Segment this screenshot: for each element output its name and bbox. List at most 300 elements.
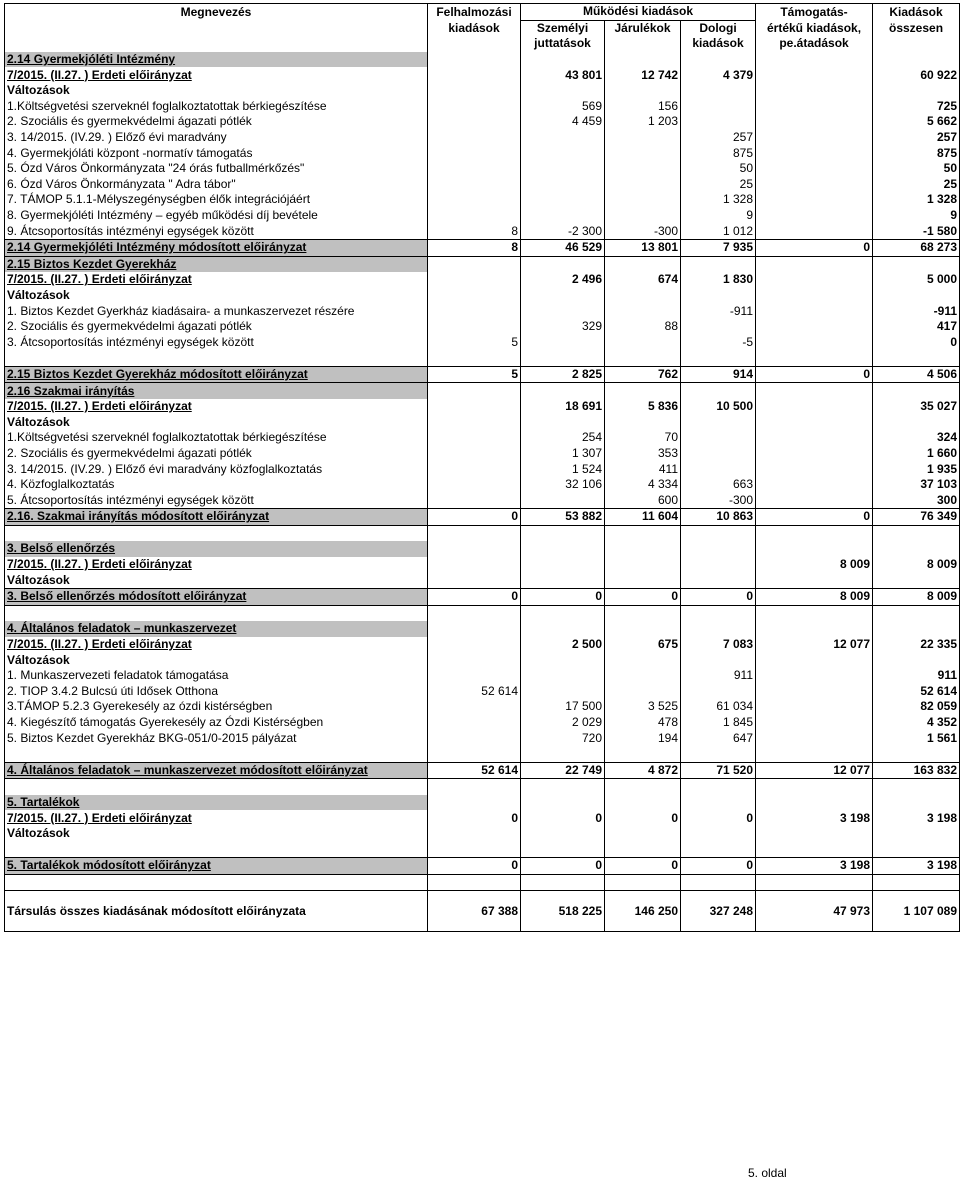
table-row (5, 114, 960, 130)
row-label (5, 208, 428, 224)
section-row (5, 52, 960, 68)
table-row (5, 430, 960, 446)
cell-value: 600 (605, 492, 681, 508)
cell-value: 52 614 (873, 684, 960, 700)
row-label-text: 8. Gyermekjóléti Intézmény – egyéb működési díj bevétele (7, 208, 318, 223)
row-label-text: 7/2015. (II.27. ) Erdeti előirányzat (7, 399, 192, 414)
cell-value: 1 845 (681, 715, 756, 731)
cell-value: 1 935 (873, 461, 960, 477)
header-tamogatas-3: pe.átadások (756, 36, 873, 52)
cell-value: 25 (681, 177, 756, 193)
cell-value: 720 (521, 730, 605, 746)
table-row (5, 730, 960, 746)
row-label-text: 2.15 Biztos Kezdet Gyerekház (7, 256, 177, 271)
row-label-text: 3. 14/2015. (IV.29. ) Előző évi maradvány (7, 130, 227, 145)
row-label (5, 730, 428, 746)
row-label-text: 5. Átcsoportosítás intézményi egységek között (7, 492, 254, 507)
row-label (5, 256, 428, 272)
cell-value (756, 715, 873, 731)
cell-value: 3 525 (605, 699, 681, 715)
row-label-text: 3. Belső ellenőrzés módosított előirányzat (7, 589, 247, 604)
cell-value (756, 621, 873, 637)
cell-value (428, 541, 521, 557)
row-label (5, 492, 428, 508)
cell-value (756, 446, 873, 462)
table-row (5, 130, 960, 146)
row-label-text: Változások (7, 652, 70, 667)
cell-value: 52 614 (428, 762, 521, 779)
cell-value: 254 (521, 430, 605, 446)
table-row (5, 208, 960, 224)
row-label (5, 145, 428, 161)
cell-value (681, 319, 756, 335)
row-label-text: 6. Ózd Város Önkormányzata " Adra tábor" (7, 176, 236, 191)
row-label-text: 4. Gyermekjóláti központ -normatív támogatás (7, 145, 253, 160)
header-szemelyi-2: juttatások (521, 36, 605, 52)
row-label-text: 1. Biztos Kezdet Gyerkház kiadásaira- a munkaszervezet részére (7, 303, 355, 318)
cell-value: 327 248 (681, 891, 756, 932)
table-row (5, 699, 960, 715)
row-label (5, 223, 428, 239)
cell-value: 1 524 (521, 461, 605, 477)
cell-value (605, 208, 681, 224)
cell-value: 0 (605, 588, 681, 605)
cell-value: 647 (681, 730, 756, 746)
cell-value: 257 (681, 130, 756, 146)
cell-value (428, 383, 521, 399)
cell-value: 9 (873, 208, 960, 224)
cell-value: 12 077 (756, 762, 873, 779)
cell-value (605, 130, 681, 146)
cell-value: 1 328 (681, 192, 756, 208)
table-body (5, 52, 960, 932)
cell-value: 52 614 (428, 684, 521, 700)
header-tamogatas: Támogatás- (756, 4, 873, 21)
spacer-row (5, 874, 960, 891)
row-label-text: 7/2015. (II.27. ) Erdeti előirányzat (7, 557, 192, 572)
row-label-text: 2.16. Szakmai irányítás módosított előirányzat (7, 509, 270, 524)
cell-value: -300 (681, 492, 756, 508)
row-label-text: 2. TIOP 3.4.2 Bulcsú úti Idősek Otthona (7, 683, 219, 698)
total-row (5, 366, 960, 383)
cell-value (756, 414, 873, 430)
row-label-text: 1. Munkaszervezeti feladatok támogatása (7, 668, 229, 683)
cell-value (428, 461, 521, 477)
cell-value (605, 621, 681, 637)
total-row (5, 858, 960, 875)
cell-value (521, 192, 605, 208)
cell-value (605, 684, 681, 700)
cell-value: 0 (428, 588, 521, 605)
cell-value: 1 660 (873, 446, 960, 462)
cell-value: 9 (681, 208, 756, 224)
cell-value (756, 288, 873, 304)
cell-value (681, 541, 756, 557)
row-label-text: 5. Biztos Kezdet Gyerekház BKG-051/0-2015 pályázat (7, 730, 297, 745)
row-label-text: 5. Tartalékok (7, 794, 80, 809)
row-label-text: 9. Átcsoportosítás intézményi egységek között (7, 223, 254, 238)
cell-value (428, 572, 521, 588)
table-row (5, 668, 960, 684)
cell-value (756, 52, 873, 68)
cell-value (428, 446, 521, 462)
cell-value (521, 621, 605, 637)
cell-value: 4 872 (605, 762, 681, 779)
cell-value (681, 383, 756, 399)
row-label-text: 2. Szociális és gyermekvédelmi ágazati pótlék (7, 319, 252, 334)
cell-value: 8 009 (756, 557, 873, 573)
cell-value: 3 198 (756, 810, 873, 826)
cell-value (521, 334, 605, 350)
cell-value (605, 668, 681, 684)
cell-value: 663 (681, 477, 756, 493)
cell-value (756, 477, 873, 493)
table-row (5, 461, 960, 477)
cell-value (756, 652, 873, 668)
cell-value (756, 430, 873, 446)
cell-value: 725 (873, 99, 960, 115)
cell-value: 53 882 (521, 509, 605, 526)
cell-value: -911 (873, 303, 960, 319)
cell-value (756, 256, 873, 272)
row-label-text: 2. Szociális és gyermekvédelmi ágazati pótlék (7, 445, 252, 460)
row-label (5, 177, 428, 193)
cell-value: 60 922 (873, 67, 960, 83)
cell-value (605, 83, 681, 99)
cell-value: 76 349 (873, 509, 960, 526)
row-label-text: Változások (7, 572, 70, 587)
cell-value (756, 161, 873, 177)
cell-value: 22 335 (873, 637, 960, 653)
cell-value (428, 145, 521, 161)
cell-value (521, 795, 605, 811)
cell-value: -300 (605, 223, 681, 239)
cell-value (756, 826, 873, 842)
cell-value (428, 319, 521, 335)
cell-value: 674 (605, 272, 681, 288)
cell-value (756, 795, 873, 811)
cell-value: 0 (428, 858, 521, 875)
cell-value (756, 272, 873, 288)
cell-value (521, 684, 605, 700)
row-label-text: 1.Költségvetési szerveknél foglalkoztatottak bérkiegészítése (7, 98, 327, 113)
cell-value: 194 (605, 730, 681, 746)
cell-value (681, 99, 756, 115)
cell-value (521, 541, 605, 557)
table-row (5, 414, 960, 430)
cell-value: 12 742 (605, 67, 681, 83)
table-row (5, 652, 960, 668)
cell-value (521, 652, 605, 668)
cell-value: 3 198 (873, 858, 960, 875)
table-row (5, 303, 960, 319)
header-felhalmozasi: Felhalmozási (428, 4, 521, 21)
table-row (5, 83, 960, 99)
grand-total-row (5, 891, 960, 932)
row-label-text: 3. 14/2015. (IV.29. ) Előző évi maradvány közfoglalkoztatás (7, 461, 323, 476)
section-row (5, 383, 960, 399)
cell-value: 82 059 (873, 699, 960, 715)
header-jarulekok: Járulékok (605, 20, 681, 36)
cell-value (681, 684, 756, 700)
row-label-text: 7. TÁMOP 5.1.1-Mélyszegénységben élők integrációjáért (7, 192, 311, 207)
cell-value (756, 83, 873, 99)
row-label (5, 383, 428, 399)
row-label (5, 114, 428, 130)
cell-value: 18 691 (521, 399, 605, 415)
row-label (5, 461, 428, 477)
total-row (5, 588, 960, 605)
spacer-row (5, 746, 960, 762)
cell-value (756, 67, 873, 83)
cell-value (873, 572, 960, 588)
cell-value (521, 826, 605, 842)
cell-value (521, 52, 605, 68)
cell-value: 569 (521, 99, 605, 115)
total-row (5, 509, 960, 526)
cell-value (428, 492, 521, 508)
row-label (5, 161, 428, 177)
row-label (5, 699, 428, 715)
cell-value (428, 177, 521, 193)
cell-value: 43 801 (521, 67, 605, 83)
cell-value (681, 795, 756, 811)
cell-value: 46 529 (521, 239, 605, 256)
row-label-text: 4. Általános feladatok – munkaszervezet (7, 621, 237, 636)
cell-value (756, 303, 873, 319)
row-label-text: 2.14 Gyermekjóléti Intézmény módosított előirányzat (7, 240, 307, 255)
spacer-row (5, 605, 960, 621)
row-label (5, 858, 428, 875)
cell-value: 1 107 089 (873, 891, 960, 932)
cell-value: 13 801 (605, 239, 681, 256)
cell-value (873, 256, 960, 272)
cell-value: 8 009 (873, 588, 960, 605)
cell-value: 0 (605, 858, 681, 875)
cell-value: 0 (873, 334, 960, 350)
row-label (5, 715, 428, 731)
cell-value: 25 (873, 177, 960, 193)
cell-value (521, 145, 605, 161)
table-row (5, 272, 960, 288)
cell-value (681, 288, 756, 304)
cell-value (605, 652, 681, 668)
cell-value (681, 83, 756, 99)
cell-value (428, 715, 521, 731)
cell-value (521, 161, 605, 177)
cell-value: 324 (873, 430, 960, 446)
cell-value (428, 795, 521, 811)
cell-value: 3 198 (756, 858, 873, 875)
row-label (5, 399, 428, 415)
cell-value (521, 414, 605, 430)
cell-value (681, 461, 756, 477)
cell-value (873, 52, 960, 68)
cell-value (428, 288, 521, 304)
cell-value: 2 825 (521, 366, 605, 383)
row-label-text: 2.16 Szakmai irányítás (7, 383, 135, 398)
cell-value (756, 223, 873, 239)
cell-value: 2 029 (521, 715, 605, 731)
row-label (5, 557, 428, 573)
cell-value: 0 (756, 366, 873, 383)
cell-value (521, 83, 605, 99)
cell-value (521, 256, 605, 272)
cell-value: 12 077 (756, 637, 873, 653)
cell-value (428, 699, 521, 715)
table-row (5, 161, 960, 177)
row-label-text: 7/2015. (II.27. ) Erdeti előirányzat (7, 272, 192, 287)
table-row (5, 477, 960, 493)
cell-value: 163 832 (873, 762, 960, 779)
cell-value: 4 352 (873, 715, 960, 731)
cell-value: 22 749 (521, 762, 605, 779)
header-dologi: Dologi (681, 20, 756, 36)
cell-value (605, 557, 681, 573)
cell-value: 1 012 (681, 223, 756, 239)
row-label (5, 99, 428, 115)
cell-value (521, 288, 605, 304)
cell-value (521, 208, 605, 224)
row-label (5, 891, 428, 932)
cell-value (756, 730, 873, 746)
cell-value: 146 250 (605, 891, 681, 932)
cell-value: 10 500 (681, 399, 756, 415)
cell-value (605, 52, 681, 68)
cell-value (521, 130, 605, 146)
row-label (5, 272, 428, 288)
row-label (5, 637, 428, 653)
cell-value: 71 520 (681, 762, 756, 779)
row-label (5, 477, 428, 493)
row-label (5, 810, 428, 826)
cell-value: 1 203 (605, 114, 681, 130)
cell-value: 4 379 (681, 67, 756, 83)
cell-value (521, 383, 605, 399)
cell-value (428, 99, 521, 115)
total-row (5, 762, 960, 779)
cell-value: 8 009 (756, 588, 873, 605)
cell-value: 0 (605, 810, 681, 826)
row-label (5, 826, 428, 842)
cell-value (428, 192, 521, 208)
header-tamogatas-2: értékű kiadások, (756, 20, 873, 36)
header-kiadasok: Kiadások (873, 4, 960, 21)
cell-value (428, 272, 521, 288)
cell-value (756, 492, 873, 508)
row-label (5, 67, 428, 83)
cell-value (605, 192, 681, 208)
row-label (5, 303, 428, 319)
cell-value (605, 288, 681, 304)
cell-value: 675 (605, 637, 681, 653)
cell-value (873, 795, 960, 811)
spacer-row (5, 841, 960, 857)
row-label-text: 7/2015. (II.27. ) Erdeti előirányzat (7, 637, 192, 652)
cell-value: 47 973 (756, 891, 873, 932)
cell-value: 914 (681, 366, 756, 383)
cell-value: 3 198 (873, 810, 960, 826)
cell-value (873, 83, 960, 99)
row-label (5, 668, 428, 684)
row-label (5, 52, 428, 68)
row-label (5, 652, 428, 668)
page-number: 5. oldal (748, 1166, 787, 1180)
table-row (5, 67, 960, 83)
cell-value: 8 (428, 239, 521, 256)
cell-value (681, 256, 756, 272)
row-label (5, 795, 428, 811)
row-label-text: Változások (7, 414, 70, 429)
cell-value (681, 52, 756, 68)
row-label-text: 3. Átcsoportosítás intézményi egységek között (7, 334, 254, 349)
cell-value: 5 (428, 366, 521, 383)
cell-value: 353 (605, 446, 681, 462)
cell-value (428, 557, 521, 573)
table-row (5, 99, 960, 115)
cell-value (873, 541, 960, 557)
row-label (5, 130, 428, 146)
cell-value (756, 99, 873, 115)
cell-value (521, 177, 605, 193)
header-szemelyi: Személyi (521, 20, 605, 36)
cell-value (428, 668, 521, 684)
row-label (5, 414, 428, 430)
cell-value (681, 572, 756, 588)
cell-value (605, 414, 681, 430)
cell-value (428, 621, 521, 637)
cell-value: 0 (681, 810, 756, 826)
cell-value (521, 492, 605, 508)
cell-value (428, 414, 521, 430)
cell-value: 911 (681, 668, 756, 684)
spacer-row (5, 779, 960, 795)
cell-value (681, 621, 756, 637)
cell-value (428, 303, 521, 319)
cell-value: 1 830 (681, 272, 756, 288)
cell-value (428, 637, 521, 653)
budget-table (4, 3, 960, 932)
cell-value (428, 826, 521, 842)
cell-value: -2 300 (521, 223, 605, 239)
cell-value (605, 541, 681, 557)
section-row (5, 256, 960, 272)
table-row (5, 715, 960, 731)
cell-value (605, 145, 681, 161)
row-label-text: Változások (7, 826, 70, 841)
cell-value: 329 (521, 319, 605, 335)
cell-value (756, 192, 873, 208)
row-label-text: 7/2015. (II.27. ) Erdeti előirányzat (7, 67, 192, 82)
cell-value (756, 114, 873, 130)
cell-value (428, 130, 521, 146)
row-label (5, 288, 428, 304)
table-row (5, 334, 960, 350)
cell-value: -5 (681, 334, 756, 350)
cell-value: 2 500 (521, 637, 605, 653)
cell-value (605, 334, 681, 350)
cell-value: 88 (605, 319, 681, 335)
cell-value: 0 (521, 858, 605, 875)
header-kiadasok-2: összesen (873, 20, 960, 36)
row-label (5, 684, 428, 700)
cell-value: 11 604 (605, 509, 681, 526)
cell-value: 10 863 (681, 509, 756, 526)
cell-value (428, 161, 521, 177)
cell-value (605, 256, 681, 272)
cell-value: 875 (681, 145, 756, 161)
cell-value: 0 (681, 588, 756, 605)
